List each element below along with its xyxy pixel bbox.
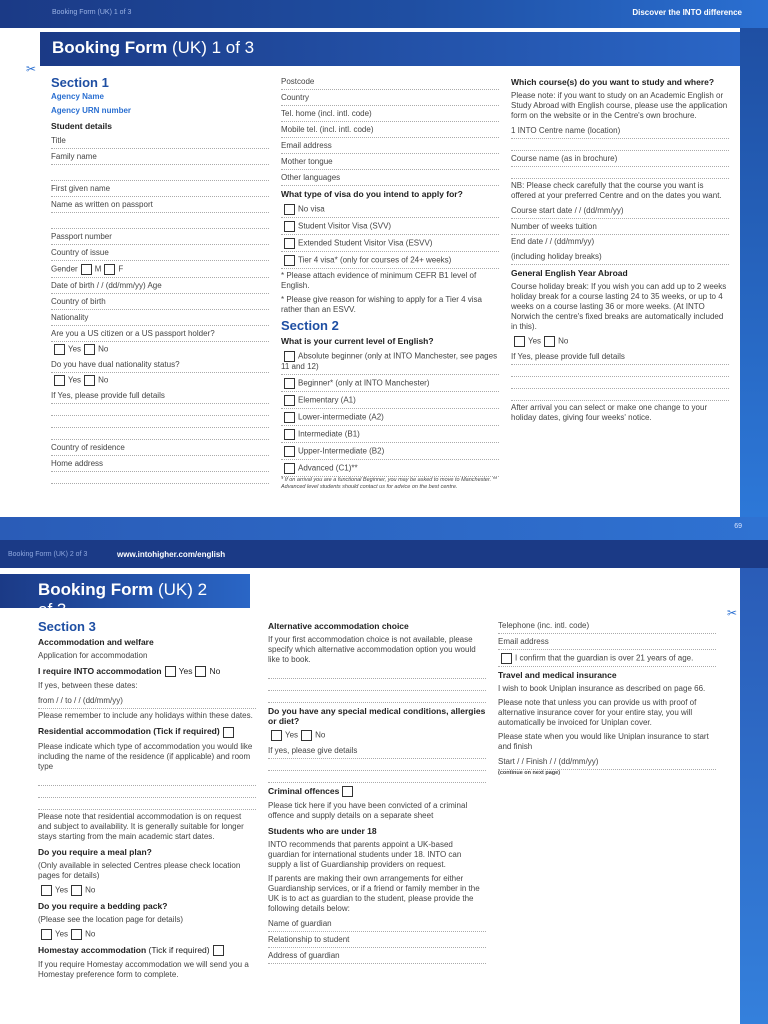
under-18-heading: Students who are under 18 (268, 826, 377, 837)
dual-no-checkbox[interactable] (84, 375, 95, 386)
other-languages-field[interactable]: Other languages (281, 170, 499, 186)
scissors-icon: ✂ (26, 62, 37, 76)
under-18-text-2: If parents are making their own arrangements for either Guardianship services, or if a friend or family member in the UK is to act as guardian to the student, please provide the following details below: (268, 874, 480, 914)
course-column (511, 74, 729, 425)
country-field[interactable]: Country (281, 90, 499, 106)
blank-line[interactable] (511, 365, 729, 377)
gey-heading: General English Year Abroad (511, 268, 628, 278)
blank-line[interactable] (38, 798, 256, 810)
visa-checkbox[interactable] (284, 255, 295, 266)
insurance-text-3: Please state when you would like Uniplan insurance to start and finish (498, 732, 709, 751)
mobile-field[interactable]: Mobile tel. (incl. intl. code) (281, 122, 499, 138)
country-of-birth-field[interactable]: Country of birth (51, 294, 269, 310)
section3-column (38, 618, 256, 982)
visa-option: Student Visitor Visa (SVV) (281, 218, 499, 235)
first-name-field[interactable]: First given name (51, 181, 269, 197)
page2-header (0, 540, 768, 568)
meal-no-checkbox[interactable] (71, 885, 82, 896)
page-title: Booking Form (UK) 1 of 3 (40, 32, 740, 66)
page-number: 69 (734, 523, 742, 530)
blank-line[interactable] (51, 472, 269, 484)
contact-column (281, 74, 499, 491)
blank-line[interactable] (511, 389, 729, 401)
residential-note: Please note that residential accommodation is on request and subject to availability. It is generally suitable for longer stays starting from the main academic start dates. (38, 811, 244, 841)
meal-yes-checkbox[interactable] (41, 885, 52, 896)
guardian-address-field[interactable]: Address of guardian (268, 948, 486, 964)
blank-line[interactable] (511, 167, 729, 179)
continue-note: (continue on next page) (498, 770, 561, 776)
dual-yes-checkbox[interactable] (54, 375, 65, 386)
student-details-heading: Student details (51, 121, 112, 131)
centre-name-field[interactable]: 1 INTO Centre name (location) (511, 123, 729, 139)
meal-plan-text: (Only available in selected Centres please check location pages for details) (38, 860, 241, 880)
blank-line[interactable] (268, 759, 486, 771)
alternative-column (268, 618, 486, 964)
end-date-note: (including holiday breaks) (511, 249, 729, 265)
insurance-text-2: Please note that unless you can provide us with proof of alternative insurance cover for your entire stay, you will automatically be invoiced for Uniplan cover. (498, 698, 697, 727)
header-tagline: Discover the INTO difference (632, 8, 742, 17)
website-url[interactable]: www.intohigher.com/english (117, 550, 226, 559)
course-name-field[interactable]: Course name (as in brochure) (511, 151, 729, 167)
alternative-heading: Alternative accommodation choice (268, 621, 409, 631)
guardian-age-confirm: I confirm that the guardian is over 21 years of age. (498, 650, 716, 667)
accommodation-yes-checkbox[interactable] (165, 666, 176, 677)
page-title: Booking Form (UK) 2 of 3 (0, 574, 250, 608)
level-checkbox[interactable] (284, 395, 295, 406)
guardian-email-field[interactable]: Email address (498, 634, 716, 650)
gey-options: Yes No (511, 334, 729, 349)
level-option: Elementary (A1) (281, 392, 499, 409)
holidays-note: Please remember to include any holidays within these dates. (38, 711, 253, 721)
medical-options: Yes No (268, 728, 486, 743)
visa-note: * Please give reason for wishing to apply for a Tier 4 visa rather than an ESVV. (281, 295, 482, 314)
accommodation-heading: Accommodation and welfare (38, 637, 154, 647)
accommodation-dates-field[interactable]: from / / to / / (dd/mm/yy) (38, 693, 256, 709)
email-field[interactable]: Email address (281, 138, 499, 154)
dual-options: Yes No (51, 373, 269, 388)
between-dates-label: If yes, between these dates: (38, 681, 138, 691)
blank-line[interactable] (51, 213, 269, 229)
end-date-field[interactable]: End date / / (dd/mm/yy) (511, 237, 595, 246)
blank-line[interactable] (51, 416, 269, 428)
criminal-checkbox[interactable] (342, 786, 353, 797)
level-checkbox[interactable] (284, 412, 295, 423)
insurance-text: I wish to book Uniplan insurance as described on page 66. (498, 684, 706, 693)
postcode-field[interactable]: Postcode (281, 74, 499, 90)
blank-line[interactable] (268, 667, 486, 679)
blank-line[interactable] (38, 786, 256, 798)
level-checkbox[interactable] (284, 463, 295, 474)
accommodation-subheading: Application for accommodation (38, 651, 148, 660)
confirm-checkbox[interactable] (501, 653, 512, 664)
homestay-text: If you require Homestay accommodation we will send you a Homestay preference form to complete. (38, 959, 249, 979)
residence-type-text: Please indicate which type of accommodation you would like including the name of the residence (if applicable) and room type (38, 741, 253, 771)
gender-m-checkbox[interactable] (81, 264, 92, 275)
gey-yes-checkbox[interactable] (514, 336, 525, 347)
gender-field: Gender M F (51, 261, 269, 278)
section-heading: Section 1 (51, 75, 109, 90)
date-of-birth-field[interactable]: Date of birth / / (dd/mm/yy) Age (51, 278, 269, 294)
booking-form-page-2 (0, 568, 740, 1024)
side-gradient (740, 28, 768, 518)
us-yes-checkbox[interactable] (54, 344, 65, 355)
visa-option: Extended Student Visitor Visa (ESVV) (281, 235, 499, 252)
side-gradient-2 (740, 568, 768, 1024)
residential-checkbox[interactable] (223, 727, 234, 738)
start-date-field[interactable]: Course start date / / (dd/mm/yy) (511, 203, 729, 219)
medical-details-field[interactable]: If yes, please give details (268, 743, 486, 759)
level-checkbox[interactable] (284, 351, 295, 362)
visa-note: * Please attach evidence of minimum CEFR B1 level of English. (281, 271, 477, 290)
accommodation-no-checkbox[interactable] (195, 666, 206, 677)
scissors-icon: ✂ (727, 606, 738, 620)
blank-line[interactable] (511, 139, 729, 151)
medical-yes-checkbox[interactable] (271, 730, 282, 741)
medical-question: Do you have any special medical conditions, allergies or diet? (268, 706, 486, 726)
us-citizen-options: Yes No (51, 342, 269, 357)
gey-no-checkbox[interactable] (544, 336, 555, 347)
bedding-yes-checkbox[interactable] (41, 929, 52, 940)
blank-line[interactable] (268, 691, 486, 703)
guardian-name-field[interactable]: Name of guardian (268, 916, 486, 932)
under-18-text: INTO recommends that parents appoint a UK-based guardian for international students under 18. INTO can supply a list of Guardianship providers on request. (268, 840, 462, 870)
course-note: Please note: if you want to study on an Academic English or Study Abroad with English course, please use the application form on the website or in the Centre's own brochure. (511, 91, 728, 120)
criminal-offences: Criminal offences (268, 783, 486, 799)
insurance-dates-field[interactable]: Start / / Finish / / (dd/mm/yy) (498, 754, 716, 770)
nationality-field[interactable]: Nationality (51, 310, 269, 326)
relationship-field[interactable]: Relationship to student (268, 932, 486, 948)
weeks-field[interactable]: Number of weeks tuition (511, 219, 729, 235)
section-heading: Section 2 (281, 318, 339, 333)
visa-checkbox[interactable] (284, 204, 295, 215)
us-no-checkbox[interactable] (84, 344, 95, 355)
visa-checkbox[interactable] (284, 221, 295, 232)
visa-checkbox[interactable] (284, 238, 295, 249)
bedding-options: Yes No (38, 927, 256, 942)
agency-urn-field[interactable]: Agency URN number (51, 106, 132, 115)
top-header (0, 0, 768, 28)
insurance-heading: Travel and medical insurance (498, 670, 617, 680)
tel-home-field[interactable]: Tel. home (incl. intl. code) (281, 106, 499, 122)
require-accommodation: I require INTO accommodation Yes No (38, 666, 221, 676)
english-level-question: What is your current level of English? (281, 336, 434, 346)
gey-details-field[interactable]: If Yes, please provide full details (511, 349, 729, 365)
level-checkbox[interactable] (284, 446, 295, 457)
meal-options: Yes No (38, 883, 256, 898)
section-heading: Section 3 (38, 619, 96, 634)
level-checkbox[interactable] (284, 429, 295, 440)
level-option: Absolute beginner (only at INTO Manchester, see pages 11 and 12) (281, 348, 499, 375)
course-question: Which course(s) do you want to study and where? (511, 77, 715, 87)
visa-question: What type of visa do you intend to apply for? (281, 189, 463, 199)
home-address-field[interactable]: Home address (51, 456, 269, 472)
blank-line[interactable] (511, 377, 729, 389)
homestay-option: Homestay accommodation (Tick if required) (38, 942, 256, 958)
dual-nationality-question: Do you have dual nationality status? (51, 357, 269, 373)
title-field[interactable]: Title (51, 133, 269, 149)
level-checkbox[interactable] (284, 378, 295, 389)
blank-line[interactable] (51, 165, 269, 181)
header-page-label: Booking Form (UK) 1 of 3 (52, 9, 132, 16)
level-option: Beginner* (only at INTO Manchester) (281, 375, 499, 392)
us-citizen-question: Are you a US citizen or a US passport holder? (51, 326, 269, 342)
blank-line[interactable] (268, 679, 486, 691)
blank-line[interactable] (51, 404, 269, 416)
level-option: Lower-intermediate (A2) (281, 409, 499, 426)
agency-name-field[interactable]: Agency Name (51, 92, 104, 101)
nb-note: NB: Please check carefully that the course you want is offered at your preferred Centre and on the dates you want. (511, 181, 722, 200)
criminal-text: Please tick here if you have been convicted of a criminal offence and supply details on a separate sheet (268, 801, 468, 821)
passport-name-field[interactable]: Name as written on passport (51, 197, 269, 213)
visa-option: Tier 4 visa* (only for courses of 24+ weeks) (281, 252, 499, 269)
meal-plan-question: Do you require a meal plan? (38, 846, 152, 857)
level-option: Advanced (C1)** (281, 460, 499, 477)
level-option: Upper-Intermediate (B2) (281, 443, 499, 460)
level-footnote: * If on arrival you are a functional Beginner, you may be asked to move to Manchester. ** Advanced level students should contact us for advice on the best centre. (281, 477, 497, 490)
residential-accommodation: Residential accommodation (Tick if required) (38, 723, 256, 739)
homestay-checkbox[interactable] (213, 945, 224, 956)
country-of-issue-field[interactable]: Country of issue (51, 245, 269, 261)
blank-line[interactable] (38, 774, 256, 786)
bedding-question: Do you require a bedding pack? (38, 900, 168, 911)
country-of-residence-field[interactable]: Country of residence (51, 440, 269, 456)
gender-f-checkbox[interactable] (104, 264, 115, 275)
alternative-text: If your first accommodation choice is not available, please specify which alternative accommodation option you would like to book. (268, 635, 476, 664)
after-arrival-note: After arrival you can select or make one change to your holiday dates, giving four weeks' notice. (511, 403, 708, 422)
full-details-field[interactable]: If Yes, please provide full details (51, 388, 269, 404)
passport-number-field[interactable]: Passport number (51, 229, 269, 245)
bedding-text: (Please see the location page for details) (38, 914, 183, 924)
section1-column (51, 74, 269, 484)
family-name-field[interactable]: Family name (51, 149, 269, 165)
medical-no-checkbox[interactable] (301, 730, 312, 741)
blank-line[interactable] (268, 771, 486, 783)
guardian-phone-field[interactable]: Telephone (inc. intl. code) (498, 618, 716, 634)
level-option: Intermediate (B1) (281, 426, 499, 443)
blank-line[interactable] (51, 428, 269, 440)
booking-form-page-1 (0, 28, 740, 517)
gey-text: Course holiday break: If you wish you can add up to 2 weeks holiday break for a course lasting 24 to 35 weeks, or up to 4 weeks on a course lasting 36 or more weeks. (At INTO Norwich the centre's fixed breaks are automatically included in this). (511, 282, 727, 331)
mother-tongue-field[interactable]: Mother tongue (281, 154, 499, 170)
visa-option: No visa (281, 201, 499, 218)
bedding-no-checkbox[interactable] (71, 929, 82, 940)
guardian-column (498, 618, 716, 777)
page2-label: Booking Form (UK) 2 of 3 (8, 551, 88, 558)
